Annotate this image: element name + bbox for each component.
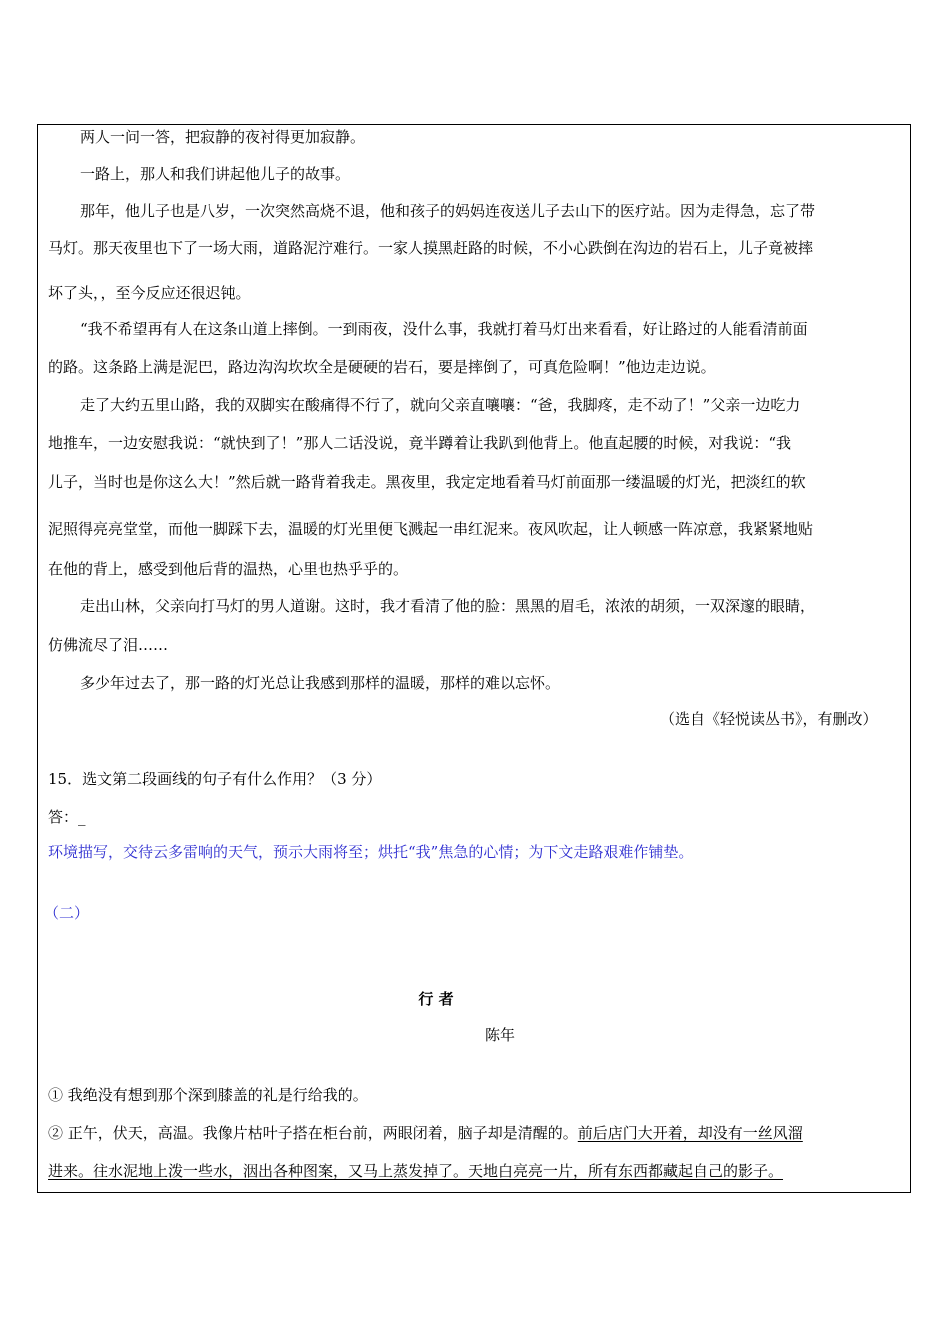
- paragraph-line: 两人一问一答，把寂静的夜衬得更加寂静。: [80, 128, 366, 146]
- paragraph-line: 坏了头，，至今反应还很迟钝。: [48, 284, 251, 302]
- underlined-sentence: 前后店门大开着，却没有一丝风溜: [577, 1124, 803, 1142]
- underlined-sentence-continued: 进来。往水泥地上泼一些水，洇出各种图案，又马上蒸发掉了。天地白亮亮一片，所有东西都藏起自己的影子。: [48, 1162, 784, 1180]
- section-label: （二）: [44, 904, 90, 922]
- paragraph-line: 的路。这条路上满是泥巴，路边沟沟坎坎全是硬硬的岩石，要是摔倒了，可真危险啊！”他边走边说。: [48, 358, 716, 376]
- question-text: 15．选文第二段画线的句子有什么作用？（3 分）: [48, 770, 382, 788]
- paragraph-line: 走了大约五里山路，我的双脚实在酸痛得不行了，就向父亲直嚷嚷：“爸，我脚疼，走不动了！”父亲一边吃力: [80, 396, 801, 414]
- source-citation: （选自《轻悦读丛书》，有删改）: [660, 710, 878, 728]
- answer-label: 答：_: [48, 808, 86, 826]
- paragraph-line: 马灯。那天夜里也下了一场大雨，道路泥泞难行。一家人摸黑赶路的时候，不小心跌倒在沟边的岩石上，儿子竟被摔: [48, 239, 814, 257]
- paragraph-1: ① 我绝没有想到那个深到膝盖的礼是行给我的。: [48, 1086, 368, 1104]
- paragraph-line: 泥照得亮亮堂堂，而他一脚踩下去，温暖的灯光里便飞溅起一串红泥来。夜风吹起，让人顿感一阵凉意，我紧紧地贴: [48, 520, 814, 538]
- paragraph-line: 一路上，那人和我们讲起他儿子的故事。: [80, 165, 351, 183]
- paragraph-2-plain: ② 正午，伏天，高温。我像片枯叶子搭在柜台前，两眼闭着，脑子却是清醒的。: [48, 1124, 578, 1142]
- paragraph-2-line-1: [48, 1124, 803, 1142]
- paragraph-line: 多少年过去了，那一路的灯光总让我感到那样的温暖，那样的难以忘怀。: [80, 674, 561, 692]
- paragraph-line: 那年，他儿子也是八岁，一次突然高烧不退，他和孩子的妈妈连夜送儿子去山下的医疗站。因为走得急，忘了带: [80, 202, 816, 220]
- paragraph-line: “我不希望再有人在这条山道上摔倒。一到雨夜，没什么事，我就打着马灯出来看看，好让路过的人能看清前面: [80, 320, 808, 338]
- paragraph-line: 地推车，一边安慰我说：“就快到了！”那人二话没说，竟半蹲着让我趴到他背上。他直起腰的时候，对我说：“我: [48, 434, 792, 452]
- paragraph-line: 仿佛流尽了泪……: [48, 636, 169, 654]
- answer-text: 环境描写，交待云多雷响的天气，预示大雨将至；烘托“我”焦急的心情；为下文走路艰难作铺垫。: [48, 843, 694, 861]
- article-author: 陈年: [484, 1026, 515, 1044]
- article-title: 行 者: [418, 990, 454, 1008]
- paragraph-line: 儿子，当时也是你这么大！”然后就一路背着我走。黑夜里，我定定地看着马灯前面那一缕温暖的灯光，把淡红的软: [48, 473, 806, 491]
- paragraph-line: 走出山林，父亲向打马灯的男人道谢。这时，我才看清了他的脸：黑黑的眉毛，浓浓的胡须，一双深邃的眼睛，: [80, 597, 816, 615]
- paragraph-line: 在他的背上，感受到他后背的温热，心里也热乎乎的。: [48, 560, 409, 578]
